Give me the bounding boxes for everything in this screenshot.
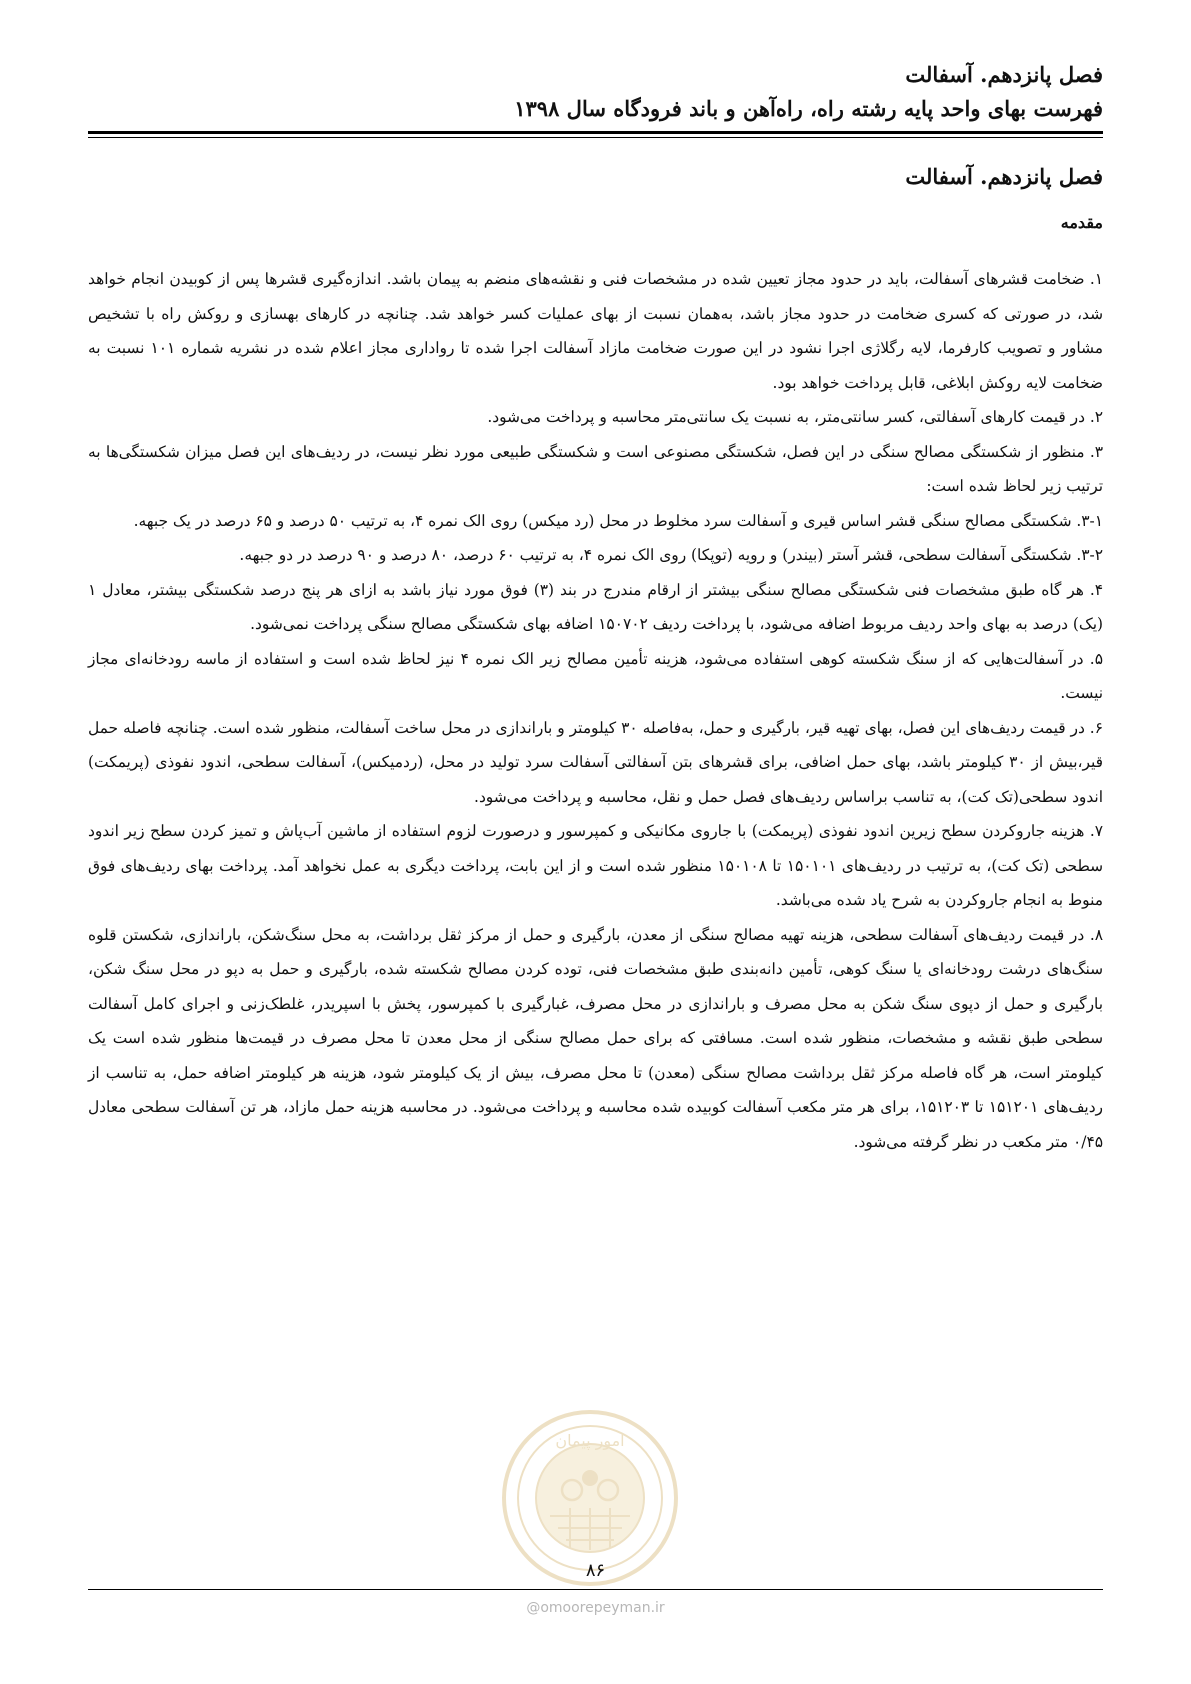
paragraph-4: ۴. هر گاه طبق مشخصات فنی شکستگی مصالح سنگی بیشتر از ارقام مندرج در بند (۳) فوق مورد نیاز باشد به ازای هر پنج درصد شکستگی بیشتر، معادل ۱ (یک) درصد به بهای واحد ردیف مربوط اضافه می‌شود، با پرداخت ردیف ۱۵۰۷۰۲ اضافه بهای شکستگی مصالح سنگی پرداخت نمی‌شود. — [88, 580, 1103, 633]
watermark-handle: @omoorepeyman.ir — [526, 1600, 665, 1616]
paragraph-3-1: ۳-۱. شکستگی مصالح سنگی قشر اساس قیری و آسفالت سرد مخلوط در محل (رد میکس) روی الک نمره ۴، به ترتیب ۵۰ درصد و ۶۵ درصد در یک جبهه. — [133, 511, 1103, 530]
paragraph-5: ۵. در آسفالت‌هایی که از سنگ شکسته کوهی استفاده می‌شود، هزینه تأمین مصالح زیر الک نمره ۴ نیز لحاظ شده است و استفاده از ماسه رودخانه‌ای مجاز نیست. — [88, 649, 1103, 702]
watermark-seal-text: امور پیمان — [555, 1431, 625, 1450]
header-document-title: فهرست بهای واحد پایه رشته راه، راه‌آهن و باند فرودگاه سال ۱۳۹۸ — [514, 96, 1103, 121]
header-chapter-title: فصل پانزدهم. آسفالت — [905, 62, 1103, 87]
intro-heading: مقدمه — [1060, 213, 1103, 232]
paragraph-1: ۱. ضخامت قشرهای آسفالت، باید در حدود مجاز تعیین شده در مشخصات فنی و نقشه‌های منضم به پیمان باشد. اندازه‌گیری قشرها پس از کوبیدن انجام خواهد شد، در صورتی که کسری ضخامت در حدود مجاز باشد، به‌همان نسبت از بهای عملیات کسر خواهد شد. چنانچه در کارهای بهسازی و روکش راه با تشخیص مشاور و تصویب کارفرما، لایه رگلاژی اجرا نشود در این صورت ضخامت مازاد آسفالت اجرا شده تا رواداری مجاز اعلام شده در نشریه شماره ۱۰۱ نسبت به ضخامت لایه روکش ابلاغی، قابل پرداخت خواهد بود. — [88, 270, 1103, 392]
section-title: فصل پانزدهم. آسفالت — [905, 164, 1103, 189]
paragraph-3-2: ۳-۲. شکستگی آسفالت سطحی، قشر آستر (بیندر) و رویه (توپکا) روی الک نمره ۴، به ترتیب ۶۰ درصد، ۸۰ درصد و ۹۰ درصد در دو جبهه. — [239, 546, 1103, 564]
page-header — [88, 58, 1103, 126]
page-number: ۸۶ — [585, 1560, 606, 1581]
footer-divider — [88, 1589, 1103, 1590]
header-divider-thick — [88, 131, 1103, 134]
paragraph-2: ۲. در قیمت کارهای آسفالتی، کسر سانتی‌متر، به نسبت یک سانتی‌متر محاسبه و پرداخت می‌شود. — [487, 408, 1103, 426]
page-content — [88, 160, 1103, 1159]
paragraph-6: ۶. در قیمت ردیف‌های این فصل، بهای تهیه قیر، بارگیری و حمل، به‌فاصله ۳۰ کیلومتر و باراندازی در محل ساخت آسفالت، منظور شده است. چنانچه فاصله حمل قیر،بیش از ۳۰ کیلومتر باشد، بهای حمل اضافی، برای قشرهای بتن آسفالتی آسفالت سرد تولید در محل، (ردمیکس)، آسفالت سطحی، اندود نفوذی (پریمکت) اندود سطحی(تک کت)، به تناسب براساس ردیف‌های فصل حمل و نقل، محاسبه و پرداخت می‌شود. — [88, 718, 1103, 806]
header-divider-thin — [88, 137, 1103, 138]
paragraph-8: ۸. در قیمت ردیف‌های آسفالت سطحی، هزینه تهیه مصالح سنگی از معدن، بارگیری و حمل از مرکز ثقل برداشت، به محل سنگ‌شکن، باراندازی، شکستن قلوه سنگ‌های درشت رودخانه‌ای یا سنگ کوهی، تأمین دانه‌بندی طبق مشخصات فنی، توده کردن مصالح شکسته شده، بارگیری و حمل به دپو در محل سنگ شکن، بارگیری و حمل از دپوی سنگ شکن به محل مصرف و باراندازی در محل مصرف، غبارگیری با کمپرسور، پخش با اسپریدر، غلطک‌زنی و اجرای کامل آسفالت سطحی طبق نقشه و مشخصات، منظور شده است. مسافتی که برای حمل مصالح سنگی از محل معدن تا محل مصرف در قیمت‌ها منظور شده است یک کیلومتر است، هر گاه فاصله مرکز ثقل برداشت مصالح سنگی (معدن) تا محل مصرف، بیش از یک کیلومتر شود، هزینه هر کیلومتر اضافه حمل، به تناسب از ردیف‌های ۱۵۱۲۰۱ تا ۱۵۱۲۰۳، برای هر متر مکعب آسفالت کوبیده شده محاسبه و پرداخت می‌شود. در محاسبه هزینه حمل مازاد، هر تن آسفالت سطحی معادل ۰/۴۵ متر مکعب در نظر گرفته می‌شود. — [88, 925, 1103, 1151]
paragraph-3: ۳. منظور از شکستگی مصالح سنگی در این فصل، شکستگی مصنوعی است و شکستگی طبیعی مورد نظر نیست، در ردیف‌های این فصل میزان شکستگی‌ها به ترتیب زیر لحاظ شده است: — [88, 442, 1103, 495]
paragraph-7: ۷. هزینه جاروکردن سطح زیرین اندود نفوذی (پریمکت) با جاروی مکانیکی و کمپرسور و درصورت لزوم استفاده از ماشین آب‌پاش و تمیز کردن سطح زیر اندود سطحی (تک کت)، به ترتیب در ردیف‌های ۱۵۰۱۰۱ تا ۱۵۰۱۰۸ منظور شده است و از این بابت، پرداخت دیگری به عمل نخواهد آمد. پرداخت بهای ردیف‌های فوق منوط به انجام جاروکردن به شرح یاد شده می‌باشد. — [88, 822, 1104, 909]
